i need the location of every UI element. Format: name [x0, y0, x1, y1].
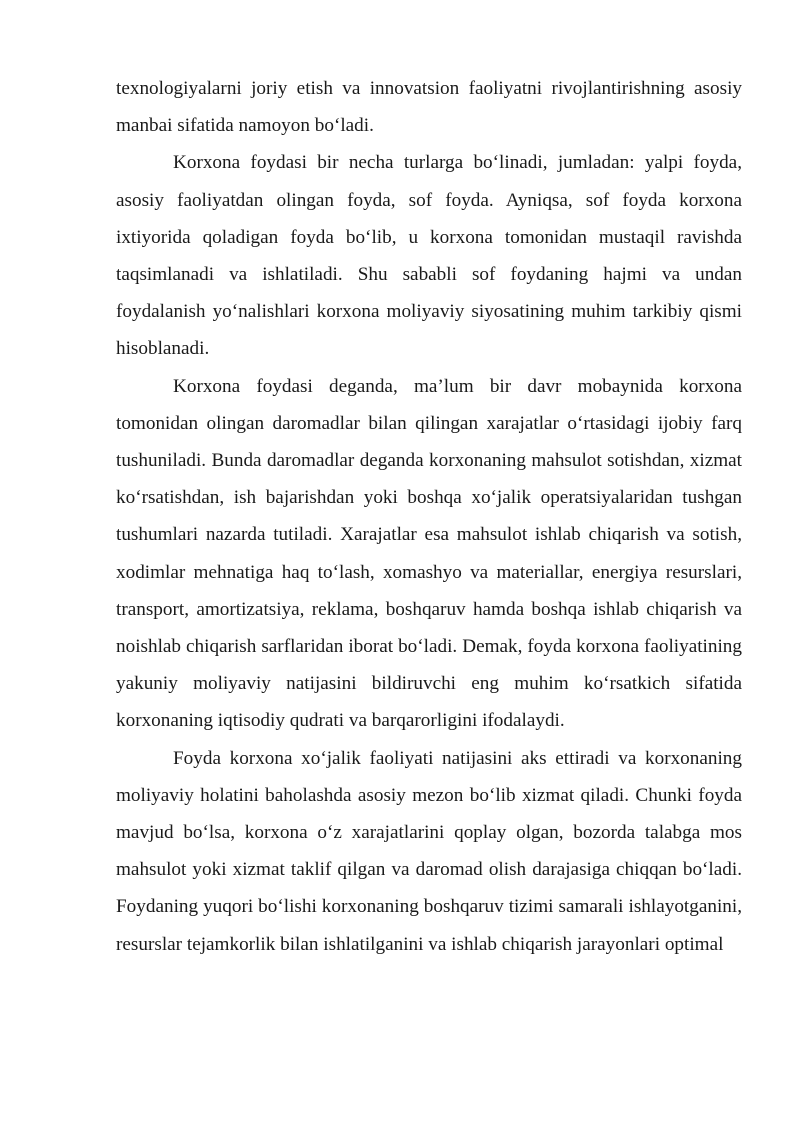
paragraph-continuation: texnologiyalarni joriy etish va innovatsion faoliyatni rivojlantirishning asosiy manbai sifatida namoyon bo‘ladi. [116, 78, 742, 137]
paragraph-profit-types: Korxona foydasi bir necha turlarga bo‘linadi, jumladan: yalpi foyda, asosiy faoliyatdan olingan foyda, sof foyda. Ayniqsa, sof foyda korxona ixtiyorida qoladigan foyda bo‘lib, u korxona tomonidan mustaqil ravishda taqsimlanadi va ishlatiladi. Shu sababli sof foydaning hajmi va undan foydalanish yo‘nalishlari korxona moliyaviy siyosatining muhim tarkibiy qismi hisoblanadi. [116, 152, 742, 360]
document-body [116, 70, 742, 963]
paragraph-profit-definition: Korxona foydasi deganda, ma’lum bir davr mobaynida korxona tomonidan olingan daromadlar bilan qilingan xarajatlar o‘rtasidagi ijobiy farq tushuniladi. Bunda daromadlar deganda korxonaning mahsulot sotishdan, xizmat ko‘rsatishdan, ish bajarishdan yoki boshqa xo‘jalik operatsiyalaridan tushgan tushumlari nazarda tutiladi. Xarajatlar esa mahsulot ishlab chiqarish va sotish, xodimlar mehnatiga haq to‘lash, xomashyo va materiallar, energiya resurslari, transport, amortizatsiya, reklama, boshqaruv hamda boshqa ishlab chiqarish va noishlab chiqarish sarflaridan iborat bo‘ladi. Demak, foyda korxona faoliyatining yakuniy moliyaviy natijasini bildiruvchi eng muhim ko‘rsatkich sifatida korxonaning iqtisodiy qudrati va barqarorligini ifodalaydi. [116, 375, 742, 732]
paragraph-profit-role: Foyda korxona xo‘jalik faoliyati natijasini aks ettiradi va korxonaning moliyaviy holatini baholashda asosiy mezon bo‘lib xizmat qiladi. Chunki foyda mavjud bo‘lsa, korxona o‘z xarajatlarini qoplay olgan, bozorda talabga mos mahsulot yoki xizmat taklif qilgan va daromad olish darajasiga chiqqan bo‘ladi. Foydaning yuqori bo‘lishi korxonaning boshqaruv tizimi samarali ishlayotganini, resurslar tejamkorlik bilan ishlatilganini va ishlab chiqarish jarayonlari optimal [116, 747, 742, 955]
